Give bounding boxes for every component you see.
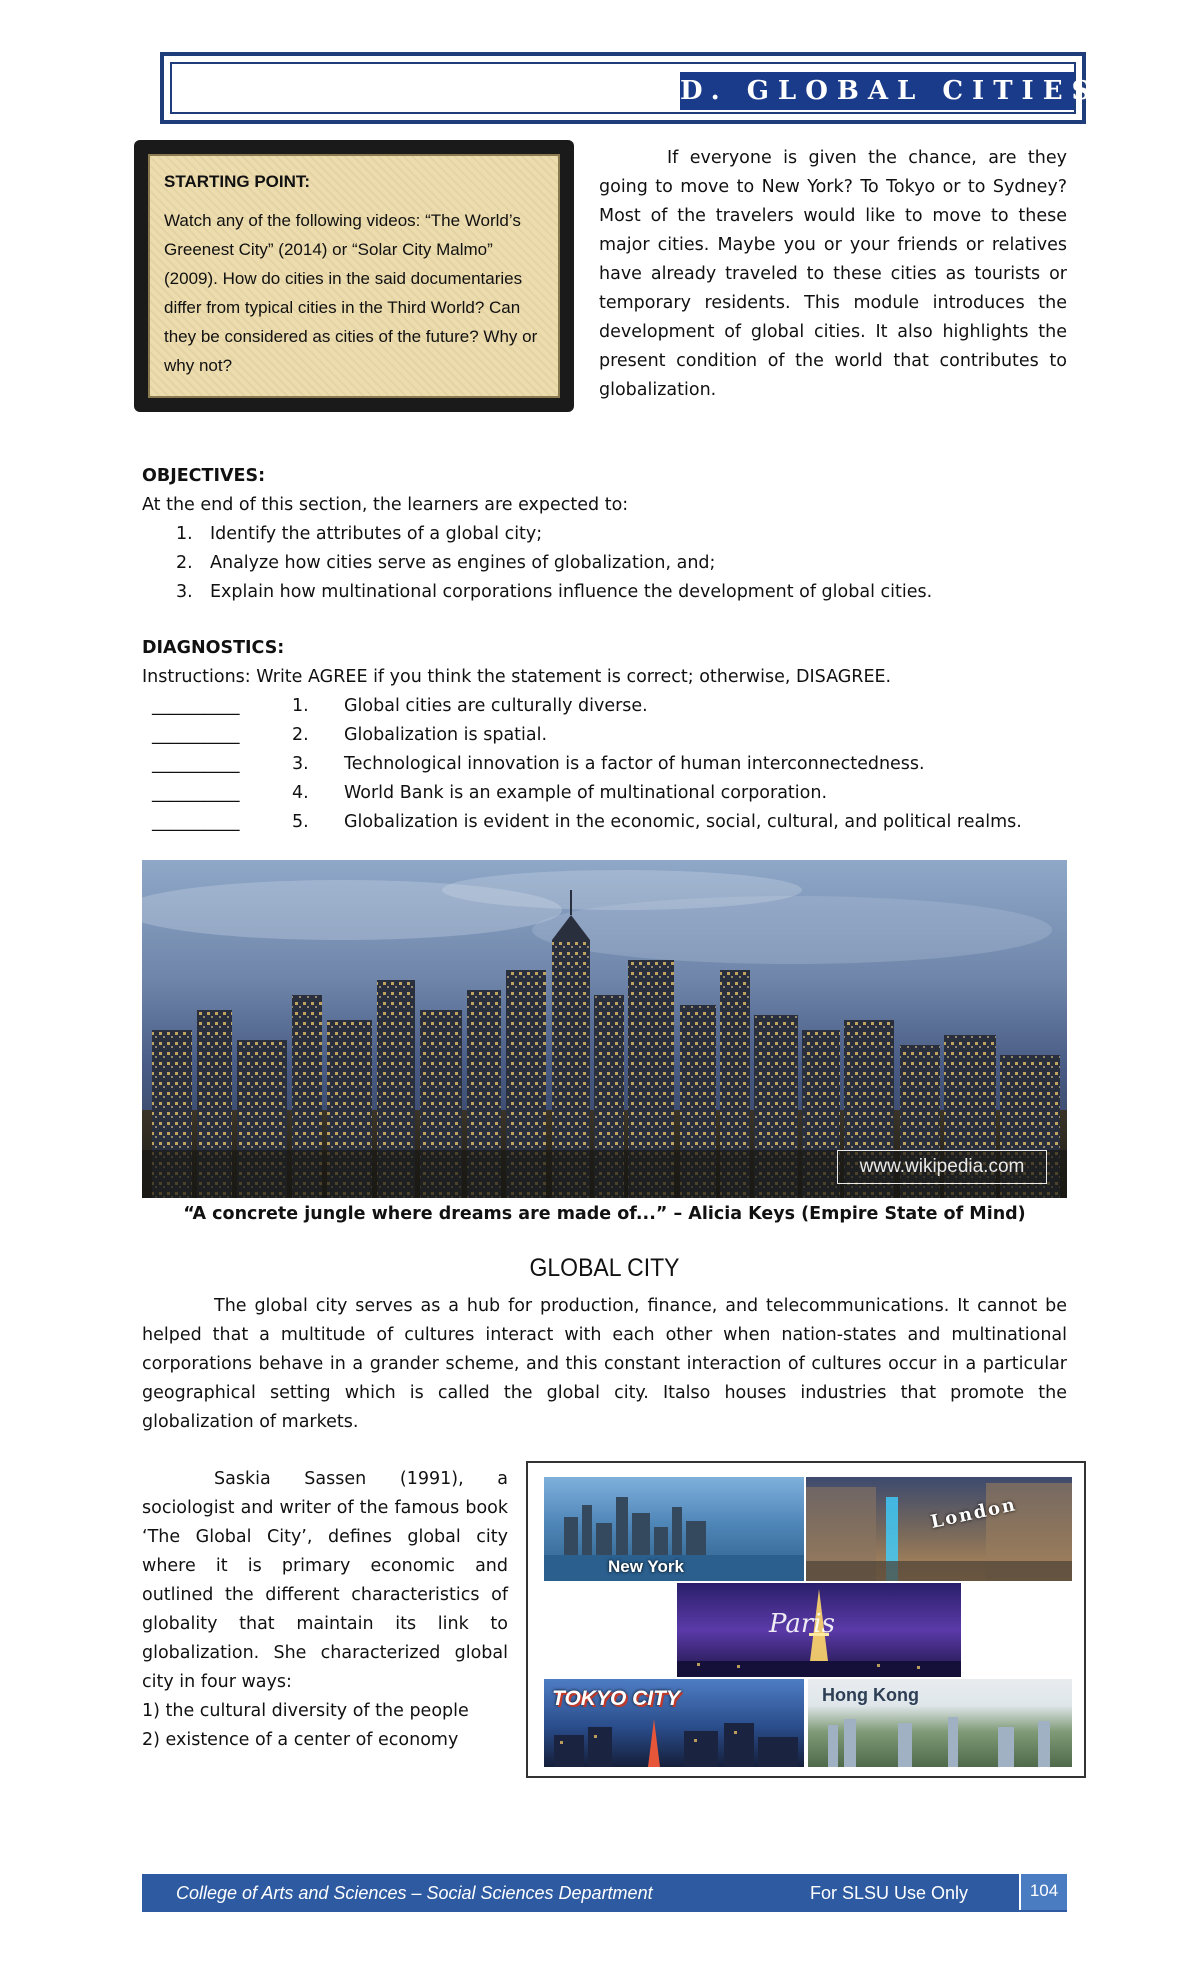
tokyo-image <box>544 1679 804 1767</box>
starting-point-title: STARTING POINT: <box>164 172 311 191</box>
page-number: 104 <box>1019 1874 1067 1910</box>
global-city-title: GLOBAL CITY <box>529 1254 680 1282</box>
starting-point-box <box>134 140 574 412</box>
answer-blank: __________ <box>152 754 240 774</box>
diagnostic-item <box>142 808 1082 837</box>
objective-text: Identify the attributes of a global city; <box>210 524 543 544</box>
objective-item <box>176 578 1082 607</box>
diagnostic-number: 5. <box>292 812 309 832</box>
starting-point-panel <box>148 154 560 398</box>
objectives-heading: OBJECTIVES: <box>142 466 266 486</box>
answer-blank: __________ <box>152 725 240 745</box>
diagnostic-item <box>142 750 1082 779</box>
diagnostic-statement: Technological innovation is a factor of human interconnectedness. <box>344 754 925 774</box>
global-city-paragraph: The global city serves as a hub for production, finance, and telecommunications. It cannot be helped that a multitude of cultures interact with each other when nation-states and multinational corporations behave in a grander scheme, and this constant interaction of cultures occur in a particular geographical setting which is called the global city. Italso houses industries that promote the globalization of markets. <box>142 1296 1067 1432</box>
diagnostic-statement: Globalization is spatial. <box>344 725 548 745</box>
answer-blank: __________ <box>152 812 240 832</box>
answer-blank: __________ <box>152 783 240 803</box>
paris-image <box>677 1583 961 1677</box>
objectives-lead: At the end of this section, the learners are expected to: <box>142 495 629 515</box>
global-city-way: 1) the cultural diversity of the people <box>142 1701 469 1721</box>
starting-point-text: Watch any of the following videos: “The World’s Greenest City” (2014) or “Solar City Malmo” (2009). How do cities in the said documentaries differ from typical cities in the Third World? Can they be considered as cities of the future? Why or why not? <box>164 211 538 375</box>
diagnostics-heading: DIAGNOSTICS: <box>142 638 285 658</box>
global-city-way: 2) existence of a center of economy <box>142 1730 459 1750</box>
diagnostic-statement: Globalization is evident in the economic, social, cultural, and political realms. <box>344 812 1022 832</box>
section-title: D. GLOBAL CITIES <box>680 72 1074 110</box>
objective-item <box>176 520 1082 549</box>
new-york-image <box>544 1477 804 1581</box>
hong-kong-label: Hong Kong <box>822 1685 919 1705</box>
paris-label: Paris <box>769 1609 835 1639</box>
section-header-inner <box>170 62 1100 114</box>
section-header <box>160 52 1100 124</box>
diagnostics-section <box>142 634 1082 837</box>
diagnostic-item <box>142 692 1082 721</box>
diagnostic-item <box>142 779 1082 808</box>
london-label: London <box>928 1494 1019 1533</box>
diagnostic-number: 2. <box>292 725 309 745</box>
tokyo-label: TOKYO CITY <box>552 1687 680 1710</box>
objective-number: 1. <box>176 524 193 544</box>
hong-kong-image <box>808 1679 1072 1767</box>
footer-department: College of Arts and Sciences – Social Sciences Department <box>176 1883 653 1903</box>
diagnostic-number: 3. <box>292 754 309 774</box>
objective-number: 2. <box>176 553 193 573</box>
sassen-text <box>142 1465 508 1755</box>
objective-item <box>176 549 1082 578</box>
london-image <box>806 1477 1072 1581</box>
page-footer <box>142 1874 1067 1912</box>
diagnostic-number: 4. <box>292 783 309 803</box>
objectives-section <box>142 462 1082 607</box>
objective-number: 3. <box>176 582 193 602</box>
sassen-paragraph: Saskia Sassen (1991), a sociologist and writer of the famous book ‘The Global City’, defines global city where it is primary economic and outlined the different characteristics of globality that maintain its link to globalization. She characterized global city in four ways: <box>142 1469 508 1692</box>
footer-use-notice: For SLSU Use Only <box>810 1883 969 1903</box>
new-york-label: New York <box>608 1557 684 1576</box>
diagnostics-instructions: Instructions: Write AGREE if you think the statement is correct; otherwise, DISAGREE. <box>142 667 892 687</box>
objectives-list <box>176 520 1082 607</box>
diagnostic-statement: World Bank is an example of multinational corporation. <box>344 783 828 803</box>
diagnostic-number: 1. <box>292 696 309 716</box>
diagnostic-statement: Global cities are culturally diverse. <box>344 696 648 716</box>
skyline-illustration <box>142 860 1067 1198</box>
objective-text: Analyze how cities serve as engines of globalization, and; <box>210 553 716 573</box>
photo-watermark: www.wikipedia.com <box>837 1150 1047 1184</box>
answer-blank: __________ <box>152 696 240 716</box>
objective-text: Explain how multinational corporations influence the development of global cities. <box>210 582 933 602</box>
global-cities-collage <box>526 1461 1086 1778</box>
diagnostic-item <box>142 721 1082 750</box>
photo-caption: “A concrete jungle where dreams are made of...” – Alicia Keys (Empire State of Mind) <box>183 1204 1026 1224</box>
city-skyline-photo <box>142 860 1067 1198</box>
intro-paragraph: If everyone is given the chance, are they going to move to New York? To Tokyo or to Sydney? Most of the travelers would like to move to these major cities. Maybe you or your friends or relatives have already traveled to these cities as tourists or temporary residents. This module introduces the development of global cities. It also highlights the present condition of the world that contributes to globalization. <box>599 148 1067 400</box>
